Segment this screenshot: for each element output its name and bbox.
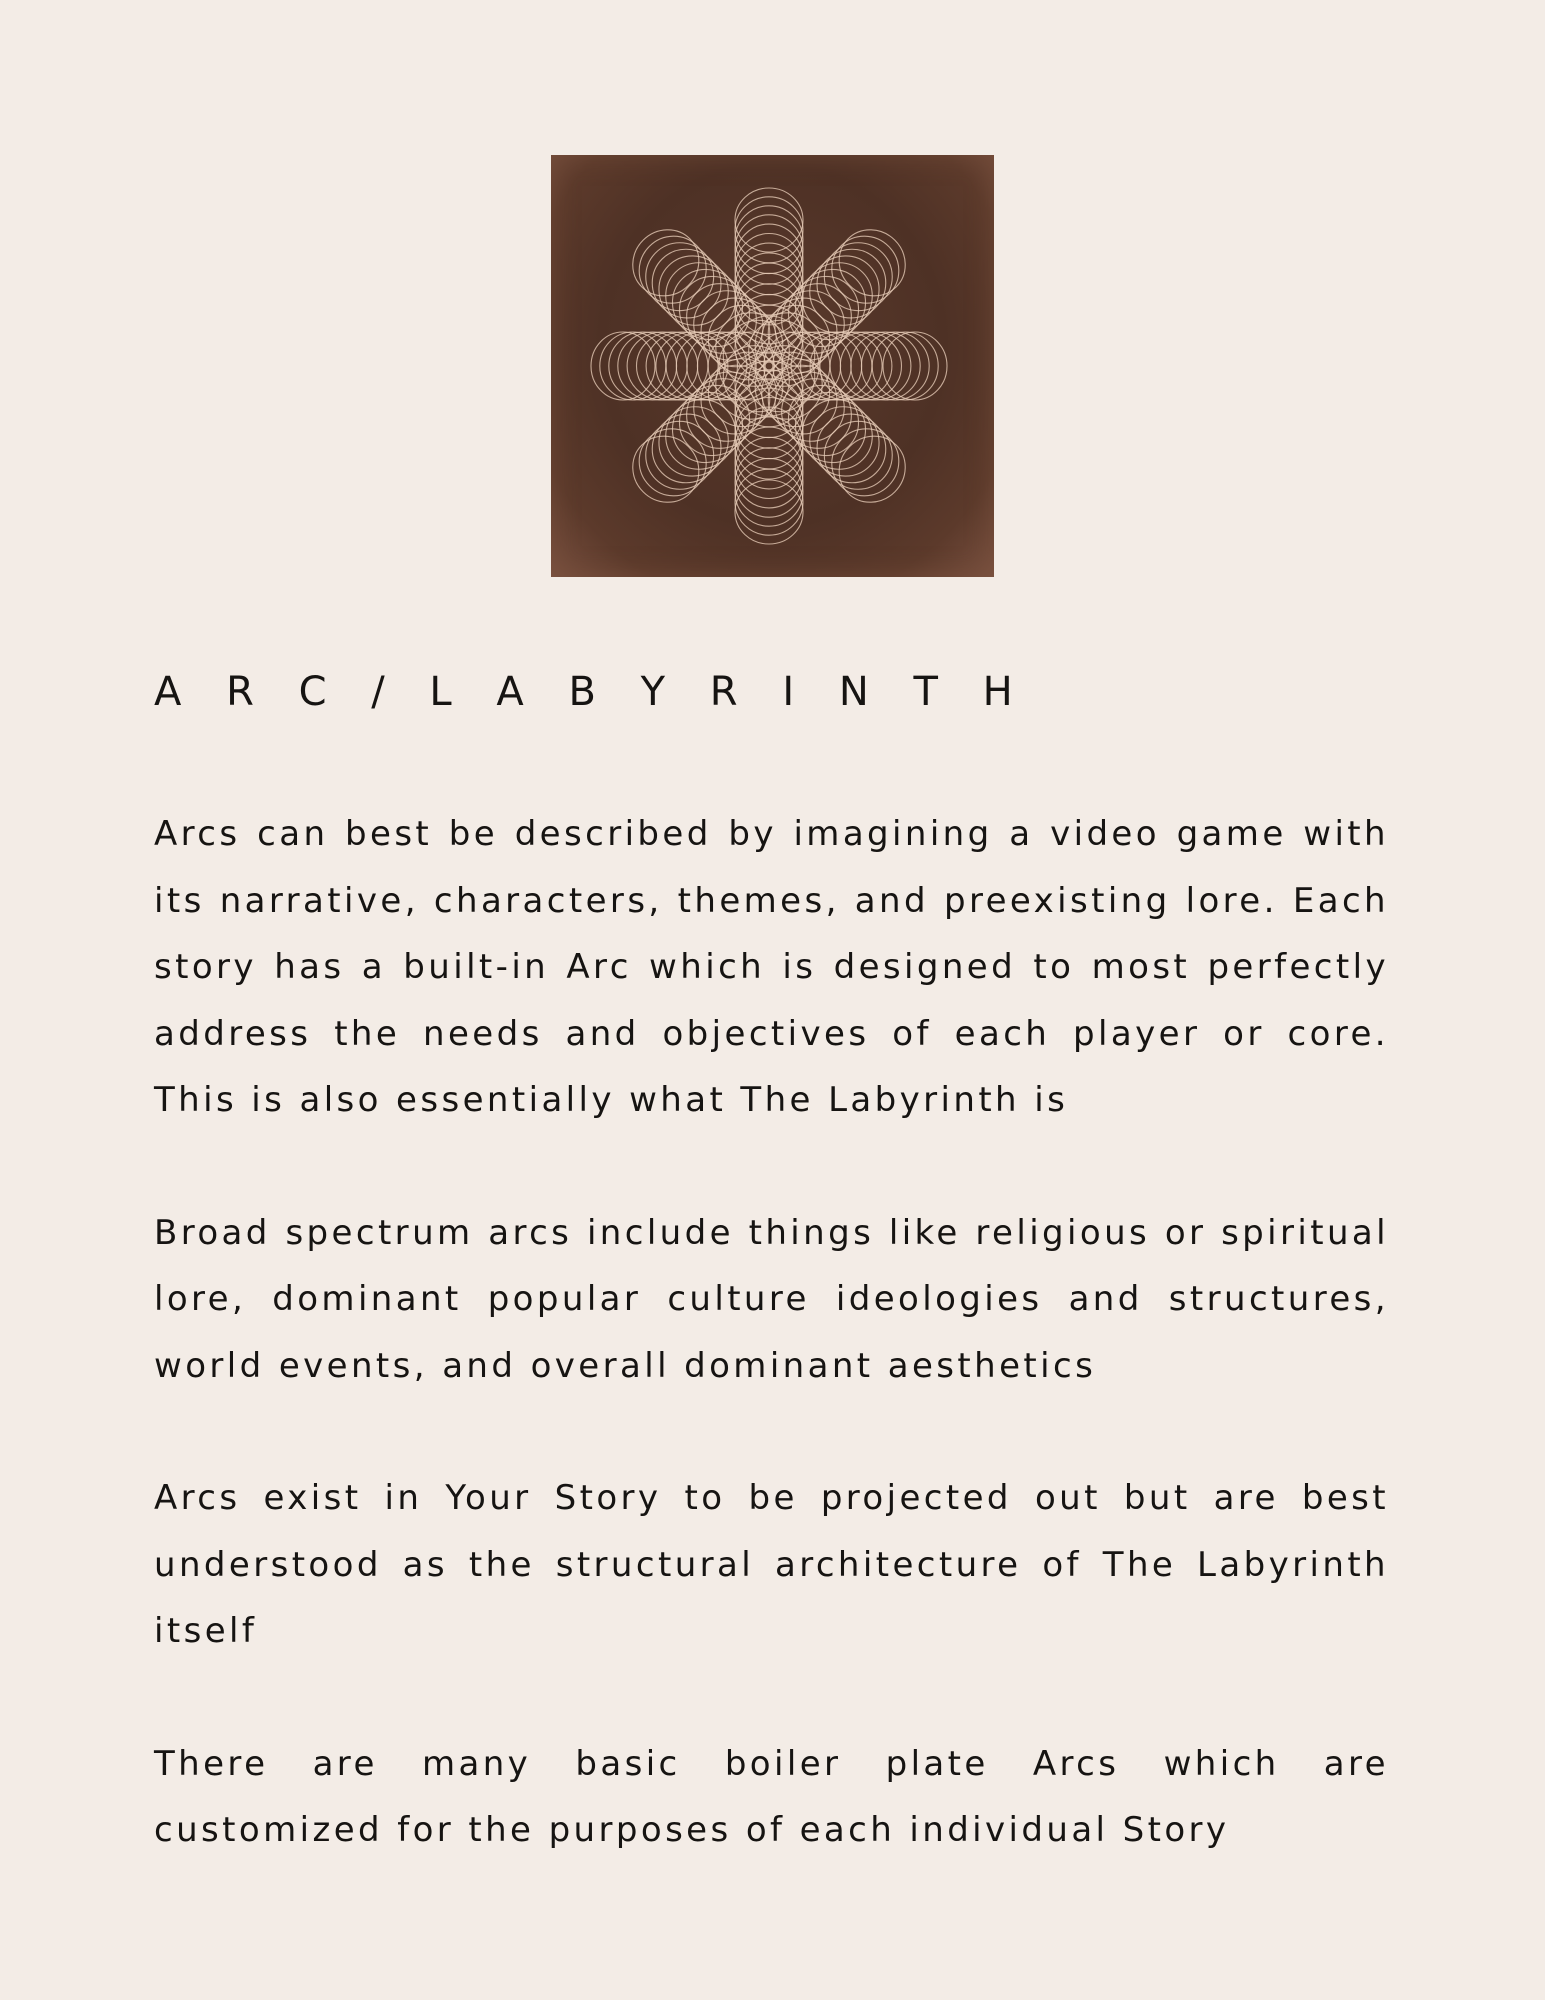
coil-ring [645, 242, 743, 340]
coil-ring [803, 400, 900, 497]
paragraph-4: There are many basic boiler plate Arcs which are customized for the purposes of each individual Story [154, 1743, 1389, 1850]
coil-ring [638, 235, 735, 332]
rosette-spiral-image [551, 155, 994, 577]
coil-ring [619, 423, 712, 516]
coil-ring [803, 235, 900, 332]
paragraph-3: Arcs exist in Your Story to be projected out but are best understood as the structural architecture of The Labyrinth itself [154, 1478, 1389, 1651]
coil-ring [735, 188, 803, 252]
rosette-photograph [551, 155, 994, 577]
coil-ring [638, 400, 735, 497]
page-title: A R C / L A B Y R I N T H [154, 669, 1029, 715]
coil-ring [645, 392, 743, 490]
coil-ring [810, 229, 906, 325]
coil-ring [625, 222, 720, 317]
paragraph-1: Arcs can best be described by imagining a video game with its narrative, characters, themes, and preexisting lore. Each story has a built-in Arc which is designed to most perfectly address the needs and objectives of each player or core. This is also essentially what The Labyrinth is [154, 814, 1389, 1120]
coil-ring [810, 407, 906, 503]
coil-ring [632, 407, 728, 503]
coil-ring [735, 480, 803, 544]
coil-ring [632, 229, 728, 325]
coil-ring [795, 392, 893, 490]
coil-ring [826, 216, 919, 309]
coil-ring [591, 332, 655, 400]
coil-ring [818, 415, 913, 510]
coil-ring [818, 222, 913, 317]
coil-ring [883, 332, 947, 400]
body-text [154, 801, 1389, 1930]
coil-ring [826, 423, 919, 516]
coil-ring [795, 242, 893, 340]
coil-ring [625, 415, 720, 510]
coil-ring [619, 216, 712, 309]
paragraph-2: Broad spectrum arcs include things like religious or spiritual lore, dominant popular culture ideologies and structures, world events, and overall dominant aesthetics [154, 1212, 1389, 1386]
